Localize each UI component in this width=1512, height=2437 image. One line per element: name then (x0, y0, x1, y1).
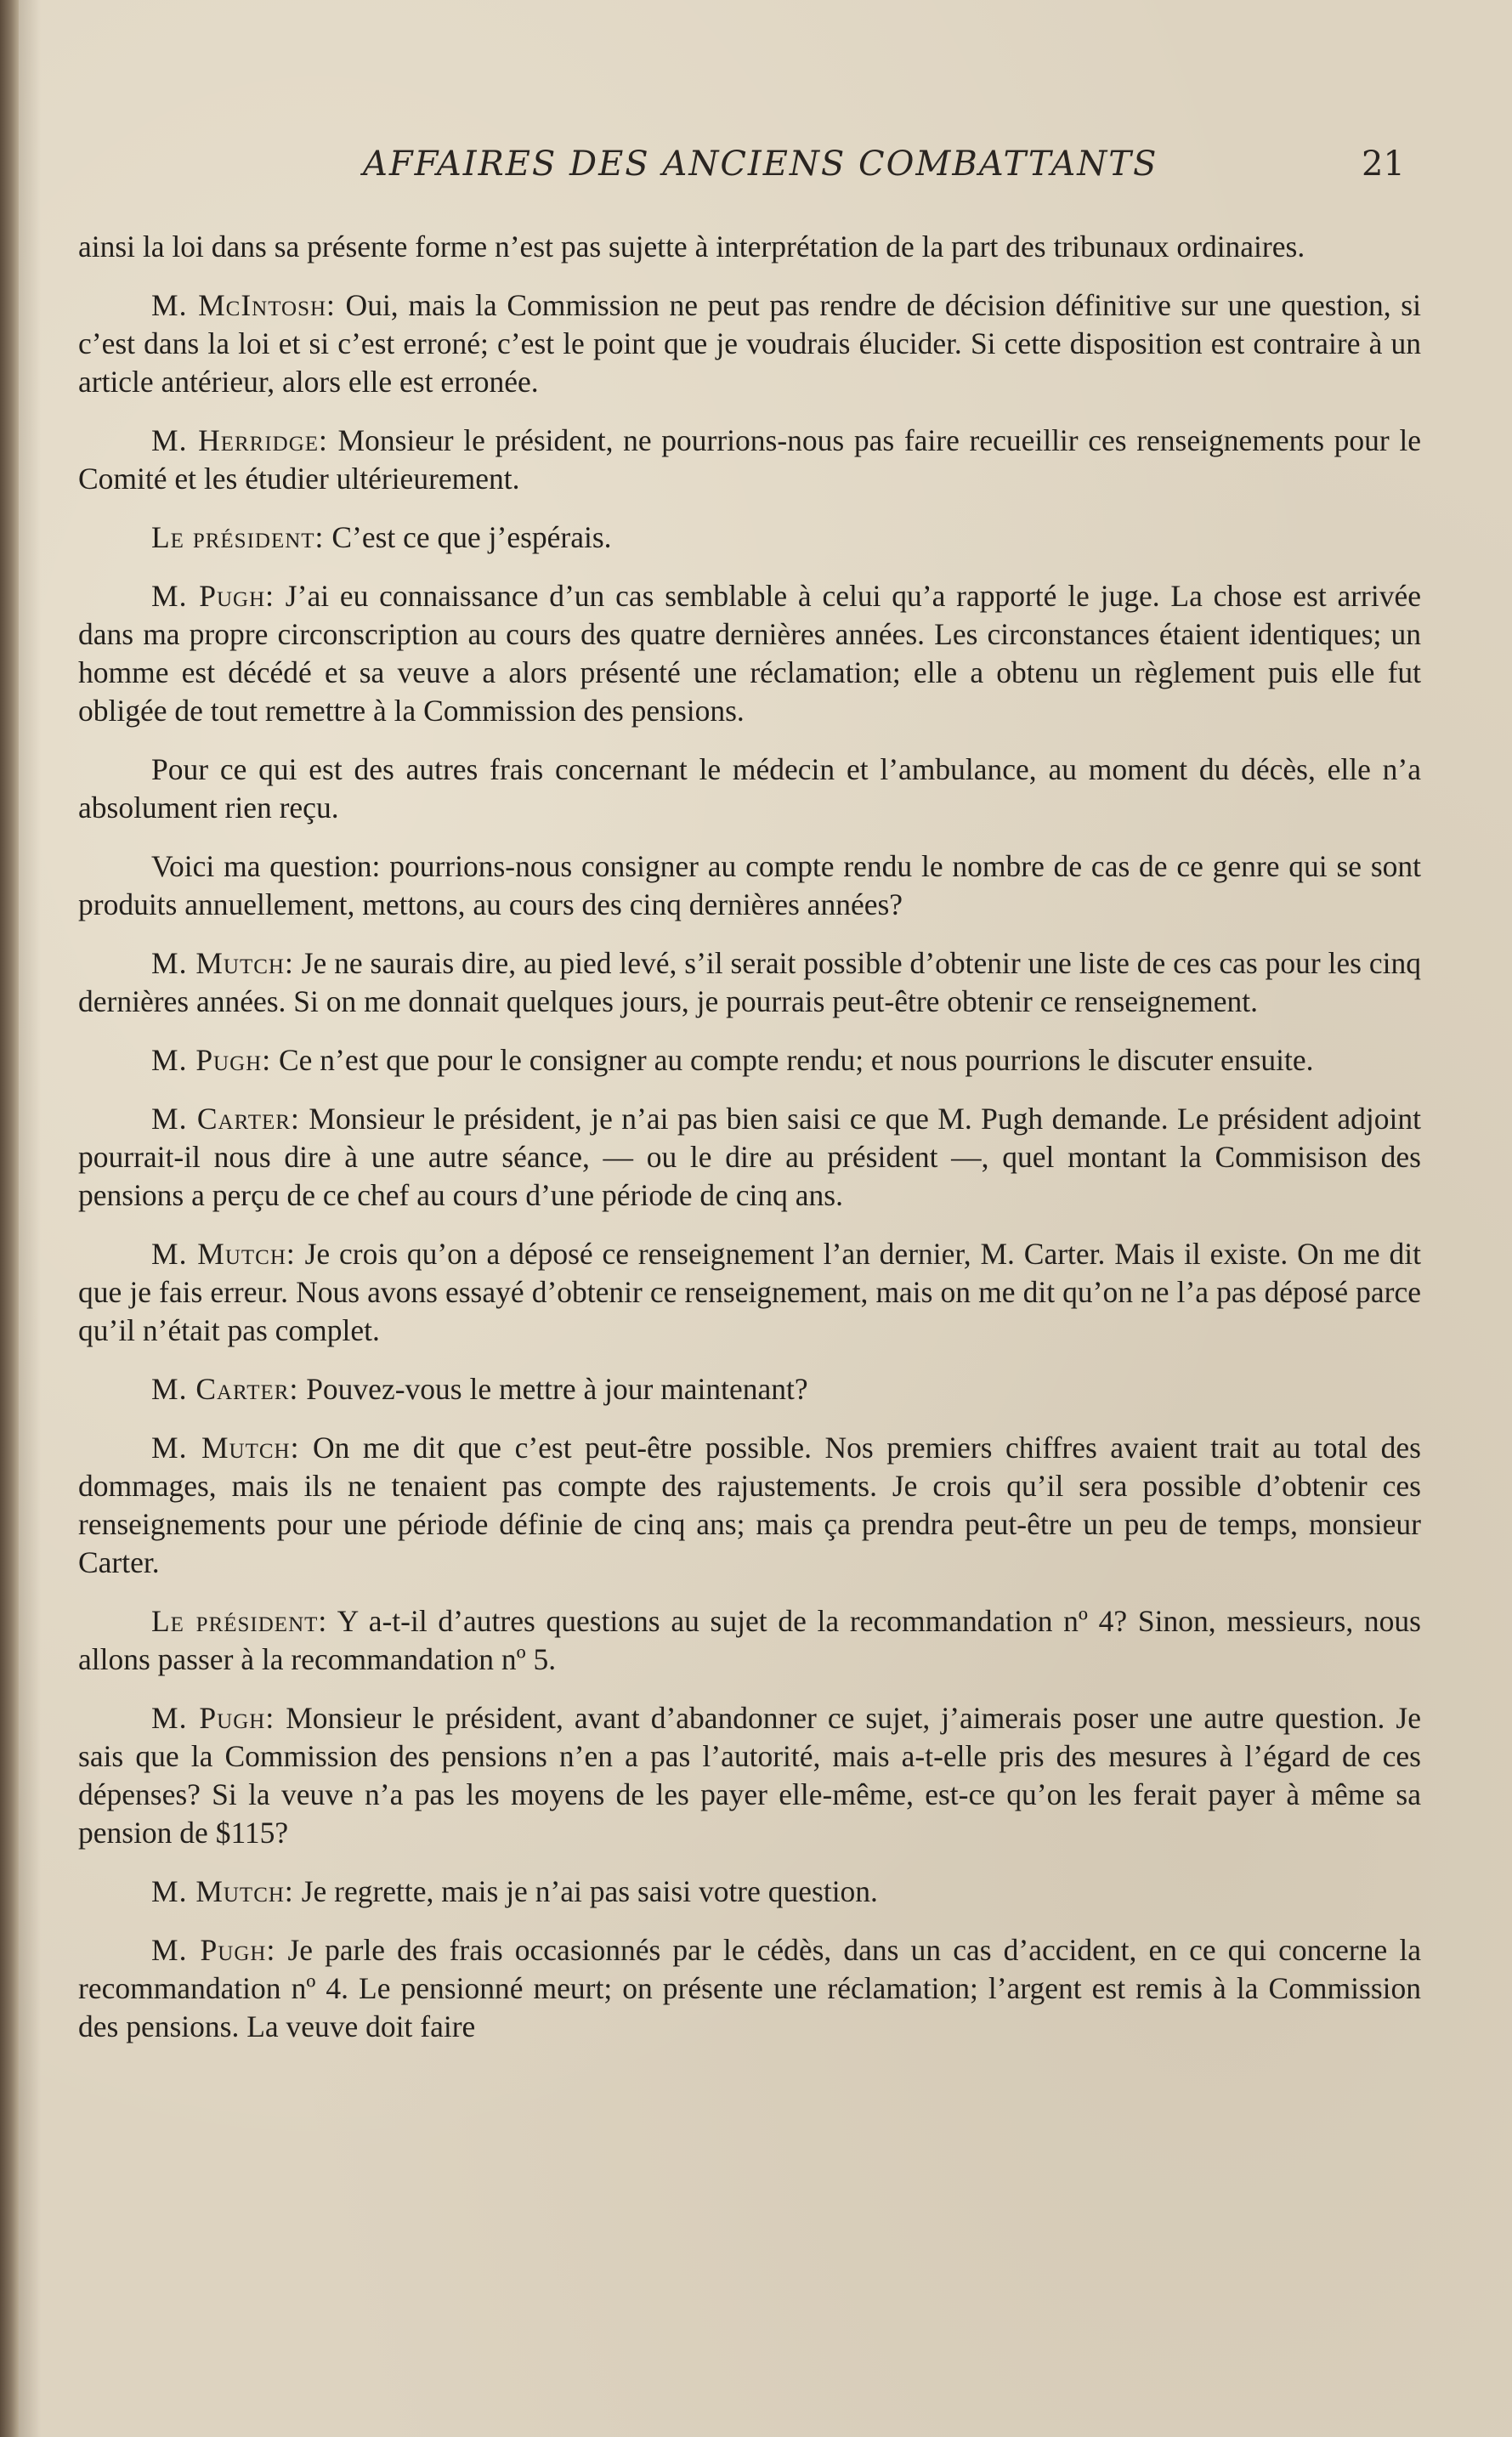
speaker-name: M. Mutch: (151, 946, 294, 980)
paragraph-3 (78, 422, 1421, 498)
speaker-name: Le président: (151, 520, 325, 554)
speaker-name: M. Pugh: (151, 579, 275, 613)
paragraph-text: Pour ce qui est des autres frais concernant le médecin et l’ambulance, au moment du décès, elle n’a absolument rien reçu. (78, 752, 1421, 825)
paragraph-13 (78, 1429, 1421, 1582)
paragraph-17 (78, 1931, 1421, 2046)
paragraph-10 (78, 1100, 1421, 1215)
paragraph-text: Je crois qu’on a déposé ce renseignement l’an dernier, M. Carter. Mais il existe. On me dit que je fais erreur. Nous avons essayé d’obtenir ce renseignement, mais on me dit qu’on ne l’a pas déposé parce qu’il n’était pas complet. (78, 1237, 1421, 1347)
paragraph-text: ainsi la loi dans sa présente forme n’est pas sujette à interprétation de la part des tribunaux ordinaires. (78, 230, 1305, 264)
paragraph-14 (78, 1602, 1421, 1679)
paragraph-7 (78, 847, 1421, 924)
paragraph-2 (78, 286, 1421, 401)
paragraph-text: On me dit que c’est peut-être possible. Nos premiers chiffres avaient trait au total des dommages, mais ils ne tenaient pas compte des rajustements. Je crois qu’il sera possible d’obtenir ces renseignements pour une période définie de cinq ans; mais ça prendra peut-être un peu de temps, monsieur Carter. (78, 1431, 1421, 1579)
paragraph-text: Je parle des frais occasionnés par le cédès, dans un cas d’accident, en ce qui concerne la recommandation nº 4. Le pensionné meurt; on présente une réclamation; l’argent est remis à la Commission des pensions. La veuve doit faire (78, 1933, 1421, 2043)
paragraph-15 (78, 1699, 1421, 1852)
speaker-name: M. Mutch: (151, 1237, 296, 1271)
paragraph-11 (78, 1235, 1421, 1350)
paragraph-text: Monsieur le président, avant d’abandonner ce sujet, j’aimerais poser une autre question. Je sais que la Commission des pensions n’en a pas l’autorité, mais a-t-elle pris des mesures à l’égard de ces dépenses? Si la veuve n’a pas les moyens de les payer elle-même, est-ce qu’on les ferait payer à même sa pension de $115? (78, 1701, 1421, 1850)
paragraph-12 (78, 1370, 1421, 1408)
paragraph-5 (78, 577, 1421, 730)
paragraph-text: Je regrette, mais je n’ai pas saisi votre question. (293, 1874, 878, 1908)
paragraph-text: J’ai eu connaissance d’un cas semblable à celui qu’a rapporté le juge. La chose est arrivée dans ma propre circonscription au cours des quatre dernières années. Les circonstances étaient identiques; un homme est décédé et sa veuve a alors présenté une réclamation; elle a obtenu un règlement puis elle fut obligée de tout remettre à la Commission des pensions. (78, 579, 1421, 728)
speaker-name: M. Herridge: (151, 423, 328, 457)
paragraph-text: Y a-t-il d’autres questions au sujet de la recommandation nº 4? Sinon, messieurs, nous allons passer à la recommandation nº 5. (78, 1604, 1421, 1676)
paragraph-9 (78, 1041, 1421, 1080)
paragraph-text: C’est ce que j’espérais. (324, 520, 612, 554)
paragraph-text: Je ne saurais dire, au pied levé, s’il serait possible d’obtenir une liste de ces cas pour les cinq dernières années. Si on me donnait quelques jours, je pourrais peut-être obtenir ce renseignement. (78, 946, 1421, 1018)
speaker-name: M. Carter: (151, 1372, 299, 1406)
book-spine (0, 0, 19, 2437)
speaker-name: M. Mutch: (151, 1431, 300, 1465)
paragraph-text: Monsieur le président, je n’ai pas bien saisi ce que M. Pugh demande. Le président adjoint pourrait-il nous dire à une autre séance, — ou le dire au président —, quel montant la Commisison des pensions a perçu de ce chef au cours d’une période de cinq ans. (78, 1102, 1421, 1212)
document-page (19, 0, 1512, 2437)
page-number: 21 (1362, 145, 1405, 184)
speaker-name: M. Pugh: (151, 1701, 275, 1735)
paragraph-1 (78, 228, 1421, 266)
speaker-name: M. Mutch: (151, 1874, 294, 1908)
paragraph-6 (78, 751, 1421, 827)
paragraph-text: Oui, mais la Commission ne peut pas rendre de décision définitive sur une question, si c’est dans la loi et si c’est erroné; c’est le point que je voudrais élucider. Si cette disposition est contraire à un article antérieur, alors elle est erronée. (78, 288, 1421, 399)
speaker-name: M. Carter: (151, 1102, 300, 1136)
speaker-name: Le président: (151, 1604, 328, 1638)
paragraph-4 (78, 519, 1421, 557)
running-header (19, 145, 1512, 196)
speaker-name: M. McIntosh: (151, 288, 336, 322)
paragraph-16 (78, 1873, 1421, 1911)
paragraph-text: Ce n’est que pour le consigner au compte rendu; et nous pourrions le discuter ensuite. (271, 1043, 1314, 1077)
paragraph-text: Pouvez-vous le mettre à jour maintenant? (298, 1372, 808, 1406)
running-title: AFFAIRES DES ANCIENS COMBATTANTS (363, 145, 1158, 184)
speaker-name: M. Pugh: (151, 1043, 272, 1077)
speaker-name: M. Pugh: (151, 1933, 276, 1967)
body-text (78, 228, 1421, 2066)
paragraph-8 (78, 944, 1421, 1021)
paragraph-text: Monsieur le président, ne pourrions-nous pas faire recueillir ces renseignements pour le Comité et les étudier ultérieurement. (78, 423, 1422, 496)
paragraph-text: Voici ma question: pourrions-nous consigner au compte rendu le nombre de cas de ce genre qui se sont produits annuellement, mettons, au cours des cinq dernières années? (78, 849, 1421, 921)
